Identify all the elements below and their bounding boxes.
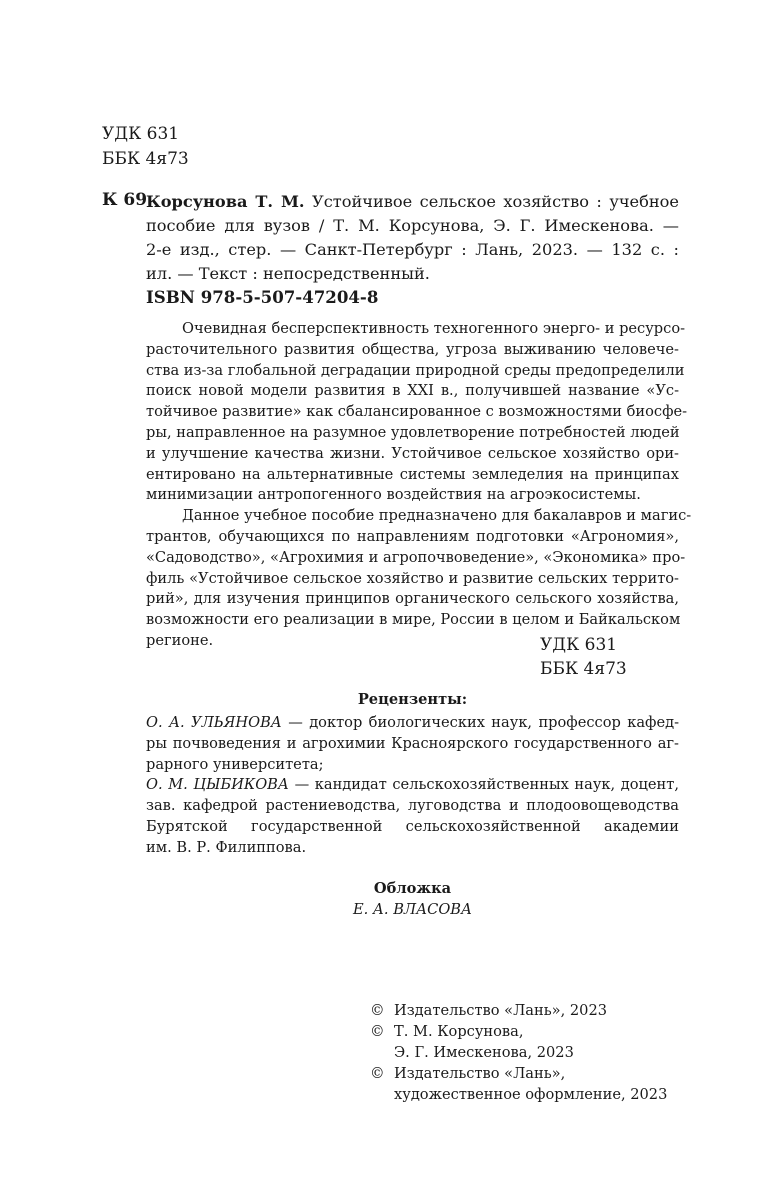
annotation-line: поиск новой модели развития в XXI в., получившей название «Ус- (146, 382, 679, 400)
udk-code-right: УДК 631 (540, 635, 618, 655)
copyright-line: художественное оформление, 2023 (394, 1086, 668, 1103)
reviewer-2-line-2: зав. кафедрой растениеводства, луговодства и плодоовощеводства (146, 797, 679, 815)
annotation-line: регионе. (146, 631, 214, 649)
reviewers-title: Рецензенты: (357, 691, 468, 708)
annotation-line: возможности его реализации в мире, России в целом и Байкальском (146, 611, 681, 629)
udk-bbk-footer (540, 633, 679, 681)
reviewer-1-line-1: О. А. УЛЬЯНОВА — доктор биологических наук, профессор кафед- (146, 714, 680, 731)
copyright-line: Э. Г. Имескенова, 2023 (394, 1044, 574, 1061)
reviewer-1-line-3: рарного университета; (146, 755, 324, 773)
annotation-line: расточительного развития общества, угроза выживанию человече- (146, 340, 679, 358)
annotation-line: ства из-за глобальной деградации природной среды предопределили (146, 361, 685, 379)
isbn: ISBN 978-5-507-47204-8 (146, 287, 379, 307)
annotation (146, 319, 692, 652)
reviewer-2-name: О. М. ЦЫБИКОВА (146, 776, 289, 794)
reviewer-2-line-1: О. М. ЦЫБИКОВА — кандидат сельскохозяйственных наук, доцент, (146, 776, 679, 794)
cover-title: Обложка (373, 880, 452, 897)
copyright-line: © Издательство «Лань», (370, 1065, 566, 1082)
udk-code-top: УДК 631 (102, 124, 180, 144)
bibliographic-record (146, 190, 679, 286)
reviewer-2-line-3: Бурятской государственной сельскохозяйственной академии (146, 817, 679, 835)
annotation-line: минимизации антропогенного воздействия на агроэкосистемы. (146, 486, 641, 504)
annotation-line: ентировано на альтернативные системы земледелия на принципах (146, 465, 679, 483)
copyright-block (370, 1000, 667, 1105)
copyright-icon: © (370, 1023, 385, 1040)
reviewer-2-line-4: им. В. Р. Филиппова. (146, 838, 307, 856)
udk-bbk-header (102, 122, 189, 172)
annotation-line: филь «Устойчивое сельское хозяйство и развитие сельских террито- (146, 569, 679, 587)
biblio-line-4: ил. — Текст : непосредственный. (146, 264, 430, 283)
annotation-line: Данное учебное пособие предназначено для бакалавров и магис- (182, 507, 692, 525)
bbk-code-right: ББК 4я73 (540, 659, 627, 679)
copyright-line: © Т. М. Корсунова, (370, 1023, 524, 1040)
reviewer-1-name: О. А. УЛЬЯНОВА (146, 714, 282, 731)
annotation-line: тойчивое развитие» как сбалансированное с возможностями биосфе- (146, 403, 688, 421)
reviewer-1-line-2: ры почвоведения и агрохимии Красноярского государственного аг- (146, 734, 679, 752)
copyright-icon: © (370, 1002, 385, 1019)
biblio-line-1: Корсунова Т. М. Устойчивое сельское хозяйство : учебное (146, 192, 680, 211)
annotation-line: рий», для изучения принципов органического сельского хозяйства, (146, 590, 679, 608)
copyright-icon: © (370, 1065, 385, 1082)
author-code: К 69 (102, 190, 148, 210)
biblio-line-2: пособие для вузов / Т. М. Корсунова, Э. Г. Имескенова. — (146, 216, 679, 235)
annotation-line: трантов, обучающихся по направлениям подготовки «Агрономия», (146, 527, 679, 545)
bbk-code-top: ББК 4я73 (102, 149, 189, 169)
cover-designer: Е. А. ВЛАСОВА (352, 901, 473, 918)
biblio-line-3: 2-е изд., стер. — Санкт-Петербург : Лань, 2023. — 132 с. : (146, 240, 679, 259)
annotation-line: «Садоводство», «Агрохимия и агропочвоведение», «Экономика» про- (146, 548, 686, 566)
biblio-author: Корсунова Т. М. (146, 192, 305, 211)
annotation-line: ры, направленное на разумное удовлетворение потребностей людей (146, 423, 680, 441)
reviewers-list (146, 713, 679, 859)
copyright-line: © Издательство «Лань», 2023 (370, 1002, 608, 1019)
annotation-line: и улучшение качества жизни. Устойчивое сельское хозяйство ори- (146, 444, 679, 462)
annotation-line: Очевидная бесперспективность техногенного энерго- и ресурсо- (182, 320, 686, 337)
